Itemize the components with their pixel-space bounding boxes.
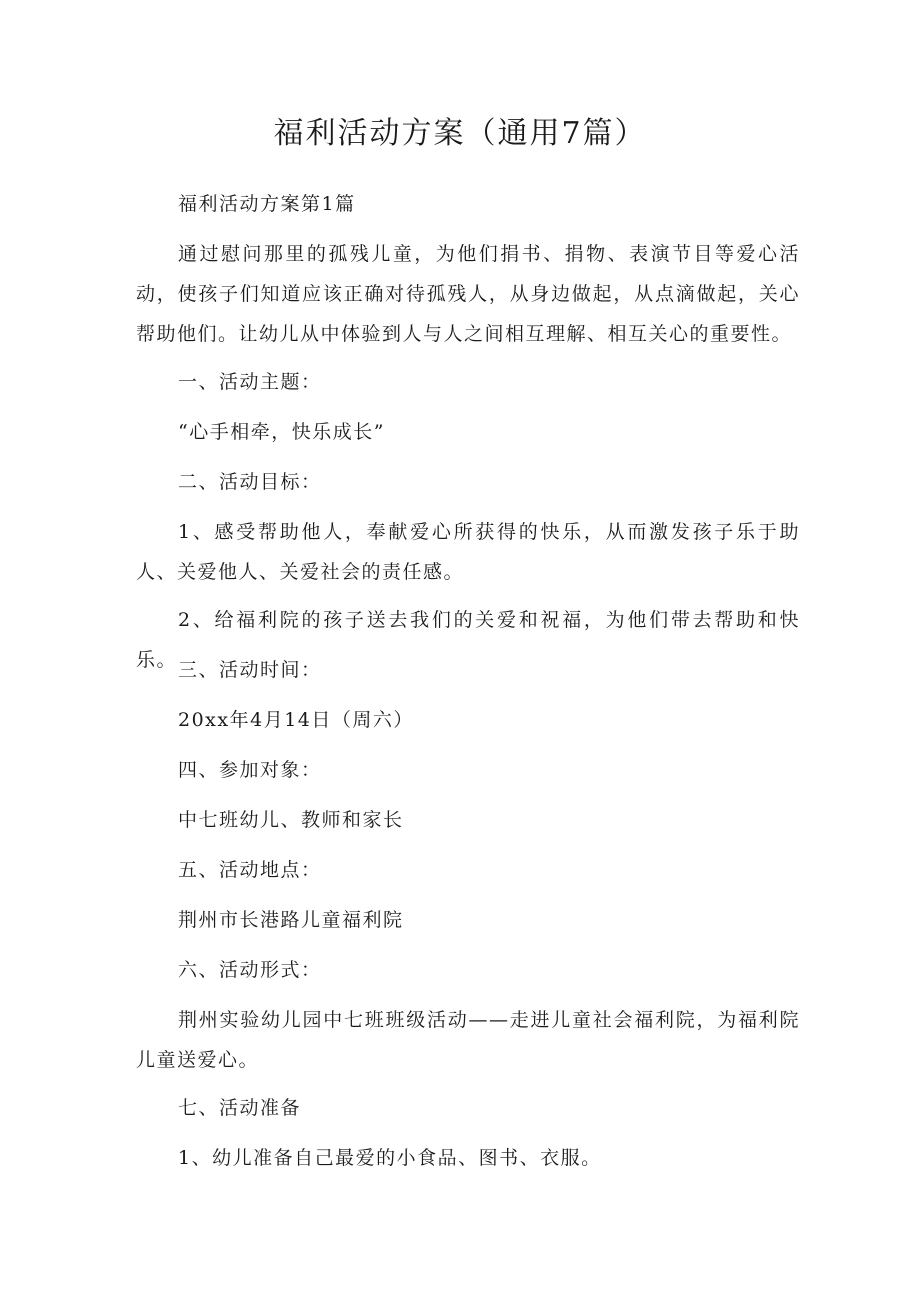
heading-goals: 二、活动目标： xyxy=(178,471,322,493)
goal-item-1: 1、感受帮助他人，奉献爱心所获得的快乐，从而激发孩子乐于助人、关爱他人、关爱社会的责任感。 xyxy=(136,521,800,583)
heading-preparation: 七、活动准备 xyxy=(178,1097,302,1119)
heading-theme: 一、活动主题： xyxy=(178,371,322,393)
format-text: 荆州实验幼儿园中七班班级活动——走进儿童社会福利院，为福利院儿童送爱心。 xyxy=(136,1009,800,1071)
heading-time: 三、活动时间： xyxy=(178,659,322,681)
theme-slogan: “心手相牵，快乐成长” xyxy=(178,421,385,443)
activity-date: 20xx年4月14日（周六） xyxy=(178,709,414,731)
heading-location: 五、活动地点： xyxy=(178,859,322,881)
heading-format: 六、活动形式： xyxy=(178,959,322,981)
section-heading: 福利活动方案第1篇 xyxy=(178,193,356,215)
intro-paragraph: 通过慰问那里的孤残儿童，为他们捐书、捐物、表演节目等爱心活动，使孩子们知道应该正确对待孤残人，从身边做起，从点滴做起，关心帮助他们。让幼儿从中体验到人与人之间相互理解、相互关心的重要性。 xyxy=(136,243,800,345)
participants-text: 中七班幼儿、教师和家长 xyxy=(178,809,404,831)
heading-participants: 四、参加对象： xyxy=(178,759,322,781)
document-title: 福利活动方案（通用7篇） xyxy=(273,116,647,151)
preparation-item-1: 1、幼儿准备自己最爱的小食品、图书、衣服。 xyxy=(178,1147,602,1169)
goal-item-2: 2、给福利院的孩子送去我们的关爱和祝福，为他们带去帮助和快乐。 xyxy=(136,609,800,671)
location-text: 荆州市长港路儿童福利院 xyxy=(178,909,404,931)
